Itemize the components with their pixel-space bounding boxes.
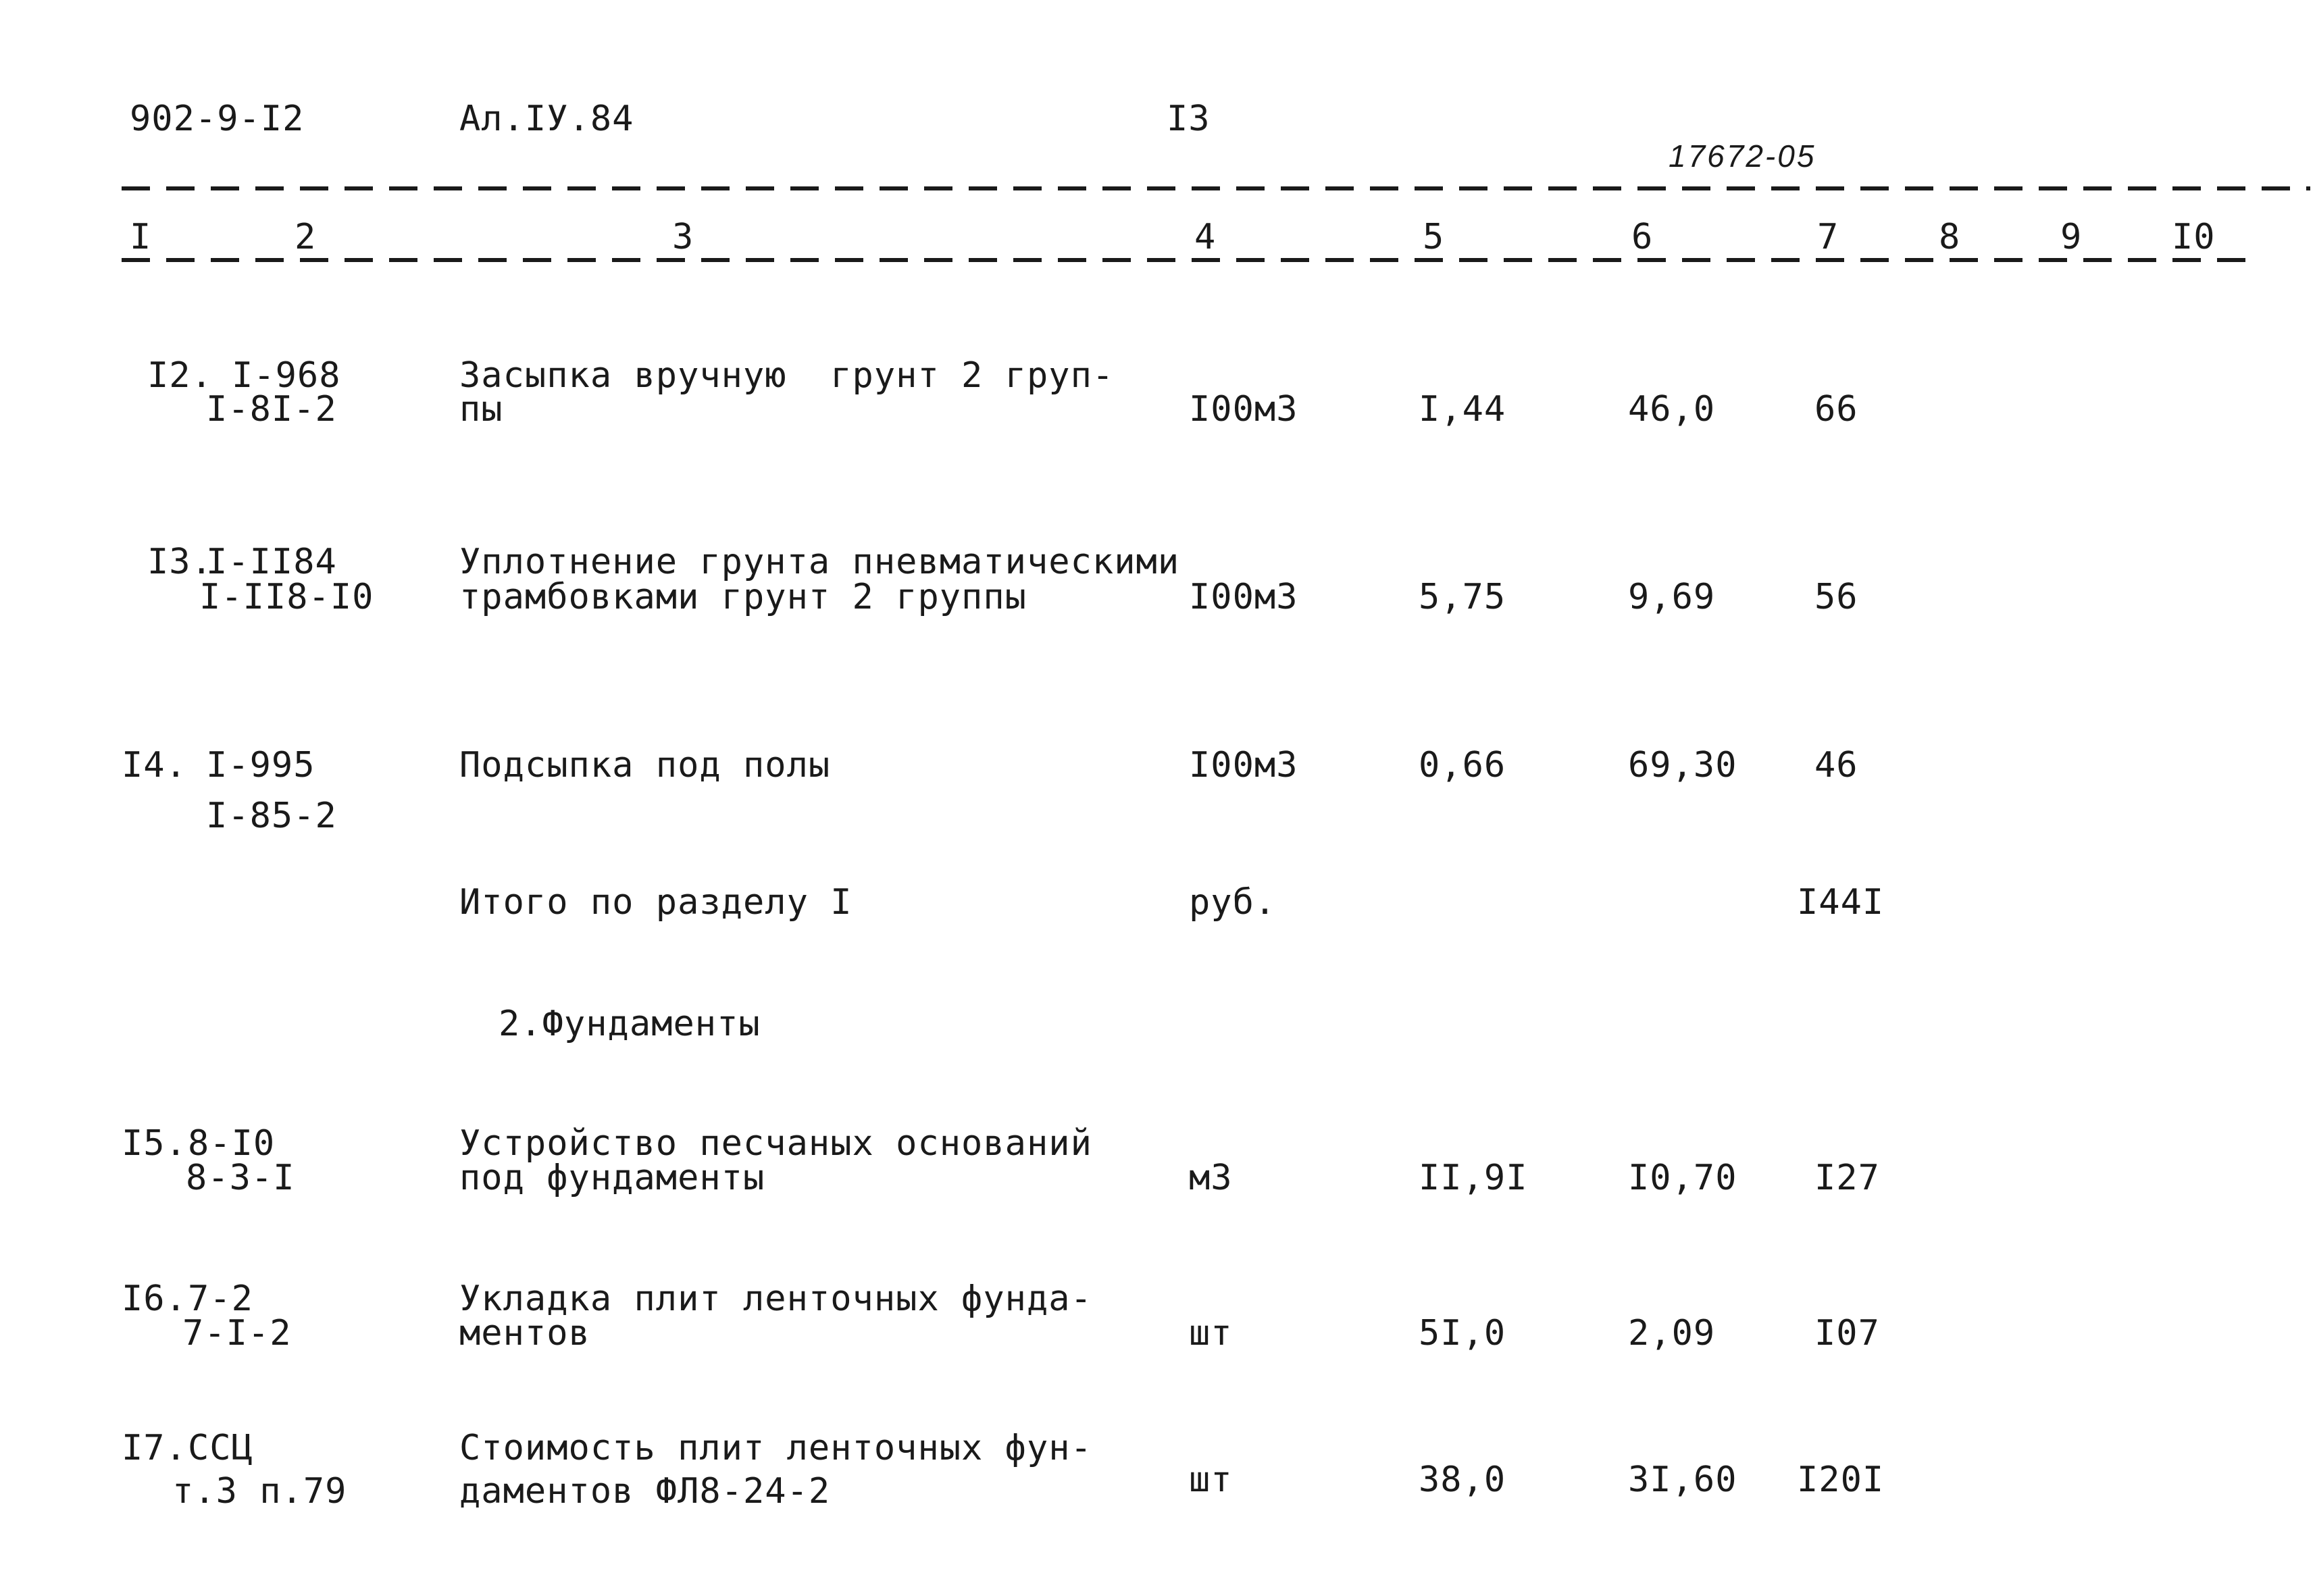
row-description-line1: Устройство песчаных оснований xyxy=(459,1123,1092,1164)
row-total: 66 xyxy=(1814,389,1858,430)
row-quantity: I,44 xyxy=(1419,389,1506,430)
column-number: 3 xyxy=(672,217,694,257)
row-total: I27 xyxy=(1814,1158,1880,1198)
row-quantity: 38,0 xyxy=(1419,1460,1506,1500)
row-description-line2: под фундаменты xyxy=(459,1158,765,1198)
row-total: I20I xyxy=(1797,1460,1885,1500)
column-number: 2 xyxy=(295,217,317,257)
row-description-line1: Засыпка вручную грунт 2 груп- xyxy=(459,355,1115,396)
row-quantity: 5,75 xyxy=(1419,577,1506,617)
section-heading: 2.Фундаменты xyxy=(499,1004,761,1044)
row-code-primary: I-995 xyxy=(206,745,315,786)
column-header-separator-line xyxy=(122,258,2249,262)
column-number: 7 xyxy=(1817,217,1839,257)
row-description-line1: Стоимость плит ленточных фун- xyxy=(459,1428,1092,1468)
row-unit-price: I0,70 xyxy=(1628,1158,1737,1198)
row-unit: шт xyxy=(1189,1313,1233,1354)
row-code-primary: ССЦ xyxy=(188,1428,253,1468)
row-code-secondary: 7-I-2 xyxy=(182,1313,292,1354)
row-unit-price: 69,30 xyxy=(1628,745,1737,786)
page-number: I3 xyxy=(1167,99,1211,139)
row-quantity: 5I,0 xyxy=(1419,1313,1506,1354)
row-unit: I00м3 xyxy=(1189,745,1298,786)
row-code-primary: I-II84 xyxy=(206,542,337,582)
column-number: I0 xyxy=(2172,217,2216,257)
row-quantity: II,9I xyxy=(1419,1158,1528,1198)
inventory-stamp: 17672-05 xyxy=(1669,138,1816,174)
row-code-secondary: 8-3-I xyxy=(186,1158,295,1198)
document-code: 902-9-I2 xyxy=(130,99,305,139)
row-unit-price: 3I,60 xyxy=(1628,1460,1737,1500)
row-description-line2: трамбовками грунт 2 группы xyxy=(459,577,1027,617)
row-total: I07 xyxy=(1814,1313,1880,1354)
row-unit: I00м3 xyxy=(1189,389,1298,430)
column-number: 8 xyxy=(1939,217,1961,257)
row-description-line2: ментов xyxy=(459,1313,590,1354)
row-code-secondary: I-II8-I0 xyxy=(199,577,374,617)
column-number: 5 xyxy=(1423,217,1445,257)
header-separator-line xyxy=(122,186,2310,190)
row-unit: I00м3 xyxy=(1189,577,1298,617)
column-number: 6 xyxy=(1631,217,1654,257)
row-number: I2. xyxy=(147,355,213,396)
row-number: I3. xyxy=(147,542,213,582)
row-total: 46 xyxy=(1814,745,1858,786)
row-code-primary: I-968 xyxy=(232,355,341,396)
subtotal-total: I44I xyxy=(1797,882,1885,923)
row-code-secondary: т.3 п.79 xyxy=(172,1471,347,1512)
subtotal-label: Итого по разделу I xyxy=(459,882,853,923)
row-unit-price: 9,69 xyxy=(1628,577,1716,617)
row-description-line2: пы xyxy=(459,389,503,430)
row-unit-price: 2,09 xyxy=(1628,1313,1716,1354)
row-code-secondary: I-85-2 xyxy=(206,796,337,836)
row-number: I6. xyxy=(122,1279,187,1319)
row-unit: м3 xyxy=(1189,1158,1233,1198)
row-number: I5. xyxy=(122,1123,187,1164)
row-code-secondary: I-8I-2 xyxy=(206,389,337,430)
row-code-primary: 7-2 xyxy=(188,1279,253,1319)
row-code-primary: 8-I0 xyxy=(188,1123,276,1164)
row-description-line1: Укладка плит ленточных фунда- xyxy=(459,1279,1092,1319)
row-total: 56 xyxy=(1814,577,1858,617)
sheet-reference: Ал.IУ.84 xyxy=(459,99,634,139)
row-description-line1: Уплотнение грунта пневматическими xyxy=(459,542,1180,582)
column-number: 4 xyxy=(1194,217,1217,257)
column-number: I xyxy=(130,217,152,257)
row-unit-price: 46,0 xyxy=(1628,389,1716,430)
row-description-line1: Подсыпка под полы xyxy=(459,745,831,786)
row-number: I7. xyxy=(122,1428,187,1468)
column-number: 9 xyxy=(2060,217,2083,257)
row-unit: шт xyxy=(1189,1460,1233,1500)
row-description-line2: даментов ФЛ8-24-2 xyxy=(459,1471,831,1512)
row-number: I4. xyxy=(122,745,187,786)
subtotal-unit: руб. xyxy=(1189,882,1277,923)
row-quantity: 0,66 xyxy=(1419,745,1506,786)
